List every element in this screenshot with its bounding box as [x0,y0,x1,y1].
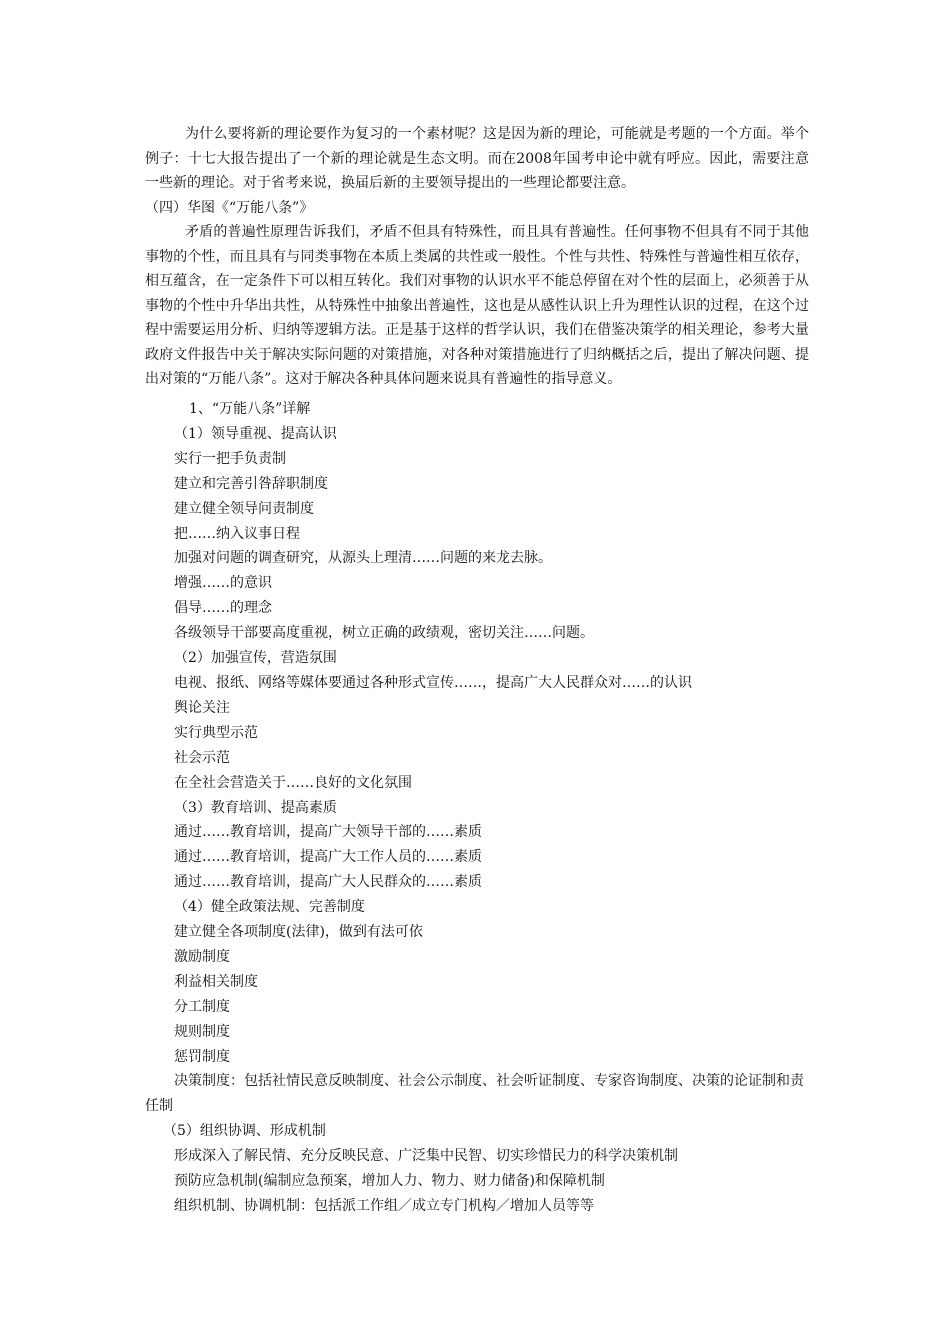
eight-measures-list [145,397,809,1219]
list-item: 预防应急机制(编制应急预案，增加人力、物力、财力储备)和保障机制 [174,1173,605,1190]
list-item: 建立和完善引咎辞职制度 [174,475,328,492]
list-item: 实行典型示范 [174,724,258,741]
list-item-heading: （3）教育培训、提高素质 [174,799,337,816]
list-item-heading: （4）健全政策法规、完善制度 [174,899,365,916]
list-item: 形成深入了解民情、充分反映民意、广泛集中民智、切实珍惜民力的科学决策机制 [174,1148,678,1165]
list-item: 惩罚制度 [174,1048,230,1065]
list-item: 社会示范 [174,749,230,766]
list-item: 实行一把手负责制 [174,450,286,467]
subsection-heading-1: 1、“万能八条”详解 [189,401,311,417]
list-item: 组织机制、协调机制：包括派工作组／成立专门机构／增加人员等等 [174,1198,594,1214]
paragraph-new-theory: 为什么要将新的理论要作为复习的一个素材呢？这是因为新的理论，可能就是考题的一个方面。举个例子：十七大报告提出了一个新的理论就是生态文明。而在2008年国考申论中就有呼应。因此，需要注意一些新的理论。对于省考来说，换届后新的主要领导提出的一些理论都要注意。 [145,126,809,191]
paragraph-contradiction: 矛盾的普遍性原理告诉我们，矛盾不但具有特殊性，而且具有普遍性。任何事物不但具有不同于其他事物的个性，而且具有与同类事物在本质上类属的共性或一般性。个性与共性、特殊性与普遍性相互依存，相互蕴含，在一定条件下可以相互转化。我们对事物的认识水平不能总停留在对个性的层面上，必须善于从事物的个性中升华出共性，从特殊性中抽象出普遍性，这也是从感性认识上升为理性认识的过程，在这个过程中需要运用分析、归纳等逻辑方法。正是基于这样的哲学认识，我们在借鉴决策学的相关理论，参考大量政府文件报告中关于解决实际问题的对策措施，对各种对策措施进行了归纳概括之后，提出了解决问题、提出对策的“万能八条”。这对于解决各种具体问题来说具有普遍性的指导意义。 [145,224,809,387]
list-item: 舆论关注 [174,699,230,716]
list-item: 倡导……的理念 [174,600,272,617]
list-item: 在全社会营造关于……良好的文化氛围 [174,774,412,791]
list-item-heading: （5）组织协调、形成机制 [163,1123,326,1140]
list-item: 加强对问题的调查研究，从源头上理清……问题的来龙去脉。 [174,550,552,567]
list-item: 各级领导干部要高度重视，树立正确的政绩观，密切关注……问题。 [174,625,594,642]
list-item: 决策制度：包括社情民意反映制度、社会公示制度、社会听证制度、专家咨询制度、决策的论证制和责任制 [145,1073,804,1115]
list-item: 通过……教育培训，提高广大领导干部的……素质 [174,824,482,841]
list-item: 利益相关制度 [174,973,258,990]
list-item: 分工制度 [174,998,230,1015]
list-item: 通过……教育培训，提高广大工作人员的……素质 [174,849,482,866]
list-item: 建立健全领导问责制度 [174,500,314,517]
list-item: 通过……教育培训，提高广大人民群众的……素质 [174,874,482,891]
list-item: 建立健全各项制度(法律)，做到有法可依 [174,924,423,941]
list-item-heading: （1）领导重视、提高认识 [174,425,337,442]
list-item: 把……纳入议事日程 [174,525,300,542]
list-item-heading: （2）加强宣传，营造氛围 [174,650,337,667]
list-item: 规则制度 [174,1023,230,1040]
section-heading-4: （四）华图《“万能八条”》 [145,200,314,216]
list-item: 激励制度 [174,948,230,965]
list-item: 电视、报纸、网络等媒体要通过各种形式宣传……，提高广大人民群众对……的认识 [174,674,692,691]
list-item: 增强……的意识 [174,575,272,592]
